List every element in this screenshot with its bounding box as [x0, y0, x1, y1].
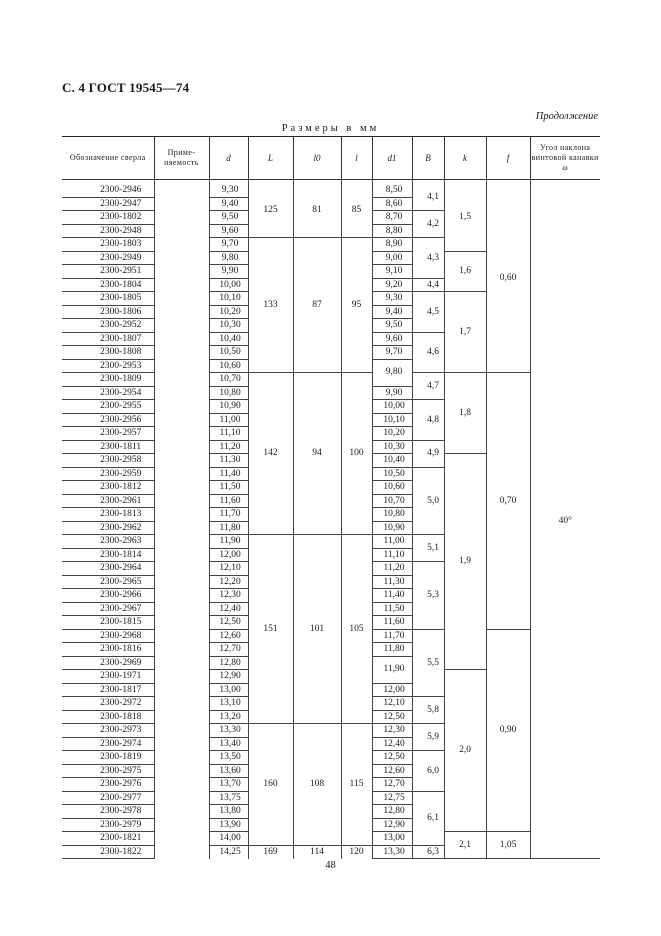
diameter-d1-cell: 12,30 [372, 724, 412, 738]
diameter-d-cell: 13,90 [209, 818, 248, 832]
diameter-d1-cell: 10,70 [372, 494, 412, 508]
col-header-k: k [444, 137, 486, 180]
diameter-d-cell: 12,40 [209, 602, 248, 616]
diameter-d1-cell: 9,20 [372, 278, 412, 292]
diameter-d1-cell: 10,30 [372, 440, 412, 454]
drill-designation-cell: 2300-2958 [62, 454, 154, 468]
diameter-d1-cell: 12,50 [372, 751, 412, 765]
diameter-d-cell: 13,50 [209, 751, 248, 765]
drill-designation-cell: 2300-2975 [62, 764, 154, 778]
drill-dimensions-table [62, 136, 600, 859]
helix-angle-cell: 40° [530, 184, 600, 859]
length-l0-cell: 114 [293, 845, 341, 859]
drill-designation-cell: 2300-2963 [62, 535, 154, 549]
diameter-d-cell: 9,50 [209, 211, 248, 225]
length-l0-cell: 81 [293, 184, 341, 238]
diameter-d-cell: 10,50 [209, 346, 248, 360]
width-B-cell: 4,5 [412, 292, 444, 333]
diameter-d-cell: 9,40 [209, 197, 248, 211]
col-header-d1: d1 [372, 137, 412, 180]
diameter-d-cell: 13,40 [209, 737, 248, 751]
parameter-k-cell: 1,8 [444, 373, 486, 454]
diameter-d-cell: 10,40 [209, 332, 248, 346]
drill-designation-cell: 2300-2962 [62, 521, 154, 535]
diameter-d-cell: 12,20 [209, 575, 248, 589]
diameter-d1-cell: 9,90 [372, 386, 412, 400]
diameter-d1-cell: 11,60 [372, 616, 412, 630]
diameter-d1-cell: 9,60 [372, 332, 412, 346]
width-B-cell: 4,6 [412, 332, 444, 373]
diameter-d1-cell: 9,50 [372, 319, 412, 333]
drill-designation-cell: 2300-2972 [62, 697, 154, 711]
diameter-d1-cell: 12,75 [372, 791, 412, 805]
width-B-cell: 4,1 [412, 184, 444, 211]
diameter-d1-cell: 12,80 [372, 805, 412, 819]
col-header-f: f [486, 137, 530, 180]
diameter-d-cell: 14,25 [209, 845, 248, 859]
diameter-d1-cell: 11,40 [372, 589, 412, 603]
table-body [62, 180, 600, 859]
drill-designation-cell: 2300-2966 [62, 589, 154, 603]
diameter-d-cell: 12,50 [209, 616, 248, 630]
diameter-d-cell: 10,00 [209, 278, 248, 292]
diameter-d1-cell: 9,30 [372, 292, 412, 306]
drill-designation-cell: 2300-2967 [62, 602, 154, 616]
diameter-d-cell: 10,90 [209, 400, 248, 414]
table-row [62, 373, 600, 387]
drill-designation-cell: 2300-2953 [62, 359, 154, 373]
page-header: С. 4 ГОСТ 19545—74 [62, 80, 190, 95]
diameter-d-cell: 11,20 [209, 440, 248, 454]
col-header-helix-angle: Угол наклона винтовой канавки ω [530, 137, 600, 180]
table-caption: Размеры в мм [281, 123, 380, 134]
diameter-d-cell: 13,60 [209, 764, 248, 778]
length-L-cell: 160 [248, 724, 293, 846]
diameter-d1-cell: 13,00 [372, 832, 412, 846]
drill-designation-cell: 2300-2956 [62, 413, 154, 427]
diameter-d-cell: 12,80 [209, 656, 248, 670]
drill-designation-cell: 2300-1804 [62, 278, 154, 292]
drill-designation-cell: 2300-1814 [62, 548, 154, 562]
diameter-d1-cell: 12,50 [372, 710, 412, 724]
width-B-cell: 4,3 [412, 238, 444, 279]
diameter-d-cell: 9,80 [209, 251, 248, 265]
width-B-cell: 6,0 [412, 751, 444, 792]
diameter-d-cell: 11,90 [209, 535, 248, 549]
diameter-d1-cell: 11,20 [372, 562, 412, 576]
drill-designation-cell: 2300-2978 [62, 805, 154, 819]
drill-designation-cell: 2300-1971 [62, 670, 154, 684]
drill-designation-cell: 2300-2977 [62, 791, 154, 805]
width-B-cell: 6,1 [412, 791, 444, 845]
drill-designation-cell: 2300-1817 [62, 683, 154, 697]
drill-designation-cell: 2300-1815 [62, 616, 154, 630]
width-B-cell: 6,3 [412, 845, 444, 859]
diameter-d-cell: 13,20 [209, 710, 248, 724]
diameter-d-cell: 13,10 [209, 697, 248, 711]
diameter-d1-cell: 9,00 [372, 251, 412, 265]
drill-designation-cell: 2300-2968 [62, 629, 154, 643]
diameter-d-cell: 12,90 [209, 670, 248, 684]
diameter-d-cell: 10,80 [209, 386, 248, 400]
diameter-d-cell: 13,70 [209, 778, 248, 792]
drill-designation-cell: 2300-1806 [62, 305, 154, 319]
diameter-d1-cell: 11,00 [372, 535, 412, 549]
drill-designation-cell: 2300-1822 [62, 845, 154, 859]
width-B-cell: 5,1 [412, 535, 444, 562]
diameter-d-cell: 9,60 [209, 224, 248, 238]
drill-designation-cell: 2300-1813 [62, 508, 154, 522]
col-header-d: d [209, 137, 248, 180]
width-B-cell: 4,4 [412, 278, 444, 292]
diameter-d-cell: 13,80 [209, 805, 248, 819]
length-L-cell: 133 [248, 238, 293, 373]
parameter-k-cell: 1,5 [444, 184, 486, 251]
parameter-k-cell: 2,0 [444, 670, 486, 832]
diameter-d-cell: 11,30 [209, 454, 248, 468]
drill-designation-cell: 2300-2955 [62, 400, 154, 414]
parameter-f-cell: 0,90 [486, 629, 530, 832]
diameter-d1-cell: 11,90 [372, 656, 412, 683]
drill-designation-cell: 2300-1808 [62, 346, 154, 360]
length-l-cell: 105 [341, 535, 372, 724]
width-B-cell: 5,0 [412, 467, 444, 535]
width-B-cell: 5,5 [412, 629, 444, 697]
page-number: 48 [325, 860, 336, 871]
col-header-l0: l0 [293, 137, 341, 180]
diameter-d1-cell: 12,00 [372, 683, 412, 697]
length-l-cell: 120 [341, 845, 372, 859]
width-B-cell: 5,8 [412, 697, 444, 724]
diameter-d-cell: 13,00 [209, 683, 248, 697]
diameter-d1-cell: 12,90 [372, 818, 412, 832]
diameter-d-cell: 10,10 [209, 292, 248, 306]
diameter-d1-cell: 12,70 [372, 778, 412, 792]
drill-designation-cell: 2300-2949 [62, 251, 154, 265]
diameter-d-cell: 9,30 [209, 184, 248, 197]
diameter-d1-cell: 12,60 [372, 764, 412, 778]
drill-designation-cell: 2300-2947 [62, 197, 154, 211]
diameter-d1-cell: 8,50 [372, 184, 412, 197]
diameter-d-cell: 11,70 [209, 508, 248, 522]
continuation-label: Продолжение [535, 111, 598, 122]
diameter-d-cell: 12,00 [209, 548, 248, 562]
diameter-d1-cell: 10,20 [372, 427, 412, 441]
parameter-f-cell: 0,70 [486, 373, 530, 630]
drill-designation-cell: 2300-1809 [62, 373, 154, 387]
parameter-k-cell: 1,9 [444, 454, 486, 670]
length-l0-cell: 108 [293, 724, 341, 846]
drill-designation-cell: 2300-2973 [62, 724, 154, 738]
diameter-d1-cell: 11,50 [372, 602, 412, 616]
parameter-f-cell: 0,60 [486, 184, 530, 373]
width-B-cell: 4,9 [412, 440, 444, 467]
parameter-k-cell: 1,6 [444, 251, 486, 292]
table-row [62, 184, 600, 197]
length-L-cell: 125 [248, 184, 293, 238]
diameter-d1-cell: 12,40 [372, 737, 412, 751]
diameter-d1-cell: 11,10 [372, 548, 412, 562]
width-B-cell: 4,7 [412, 373, 444, 400]
diameter-d1-cell: 10,80 [372, 508, 412, 522]
diameter-d-cell: 11,80 [209, 521, 248, 535]
width-B-cell: 5,9 [412, 724, 444, 751]
drill-designation-cell: 2300-1818 [62, 710, 154, 724]
diameter-d1-cell: 8,60 [372, 197, 412, 211]
length-L-cell: 169 [248, 845, 293, 859]
diameter-d-cell: 12,60 [209, 629, 248, 643]
diameter-d-cell: 14,00 [209, 832, 248, 846]
length-l-cell: 115 [341, 724, 372, 846]
length-l-cell: 85 [341, 184, 372, 238]
drill-designation-cell: 2300-1821 [62, 832, 154, 846]
applicability-cell [154, 184, 209, 859]
width-B-cell: 5,3 [412, 562, 444, 630]
drill-designation-cell: 2300-1803 [62, 238, 154, 252]
drill-designation-cell: 2300-1819 [62, 751, 154, 765]
diameter-d-cell: 10,60 [209, 359, 248, 373]
drill-designation-cell: 2300-1812 [62, 481, 154, 495]
diameter-d1-cell: 9,40 [372, 305, 412, 319]
diameter-d1-cell: 11,30 [372, 575, 412, 589]
diameter-d-cell: 11,00 [209, 413, 248, 427]
length-L-cell: 151 [248, 535, 293, 724]
diameter-d-cell: 13,75 [209, 791, 248, 805]
diameter-d1-cell: 10,00 [372, 400, 412, 414]
diameter-d-cell: 10,70 [209, 373, 248, 387]
col-header-l: l [341, 137, 372, 180]
width-B-cell: 4,2 [412, 211, 444, 238]
drill-designation-cell: 2300-2969 [62, 656, 154, 670]
length-l0-cell: 101 [293, 535, 341, 724]
length-l-cell: 100 [341, 373, 372, 535]
drill-designation-cell: 2300-1805 [62, 292, 154, 306]
col-header-L: L [248, 137, 293, 180]
width-B-cell: 4,8 [412, 400, 444, 441]
diameter-d-cell: 12,10 [209, 562, 248, 576]
diameter-d-cell: 10,30 [209, 319, 248, 333]
drill-designation-cell: 2300-2952 [62, 319, 154, 333]
drill-designation-cell: 2300-2957 [62, 427, 154, 441]
diameter-d1-cell: 10,60 [372, 481, 412, 495]
diameter-d1-cell: 11,80 [372, 643, 412, 657]
diameter-d1-cell: 9,10 [372, 265, 412, 279]
diameter-d1-cell: 11,70 [372, 629, 412, 643]
diameter-d-cell: 11,60 [209, 494, 248, 508]
diameter-d1-cell: 8,90 [372, 238, 412, 252]
diameter-d-cell: 11,50 [209, 481, 248, 495]
diameter-d-cell: 12,70 [209, 643, 248, 657]
drill-designation-cell: 2300-2954 [62, 386, 154, 400]
drill-designation-cell: 2300-2965 [62, 575, 154, 589]
drill-designation-cell: 2300-2946 [62, 184, 154, 197]
drill-designation-cell: 2300-1802 [62, 211, 154, 225]
drill-designation-cell: 2300-2959 [62, 467, 154, 481]
diameter-d-cell: 9,90 [209, 265, 248, 279]
diameter-d-cell: 11,10 [209, 427, 248, 441]
table-header-row [62, 137, 600, 180]
diameter-d1-cell: 10,40 [372, 454, 412, 468]
drill-designation-cell: 2300-2979 [62, 818, 154, 832]
diameter-d-cell: 10,20 [209, 305, 248, 319]
drill-designation-cell: 2300-1816 [62, 643, 154, 657]
col-header-B: B [412, 137, 444, 180]
diameter-d1-cell: 8,80 [372, 224, 412, 238]
diameter-d-cell: 13,30 [209, 724, 248, 738]
diameter-d-cell: 9,70 [209, 238, 248, 252]
col-header-applicability: Приме-няемость [154, 137, 209, 180]
length-l0-cell: 87 [293, 238, 341, 373]
drill-designation-cell: 2300-2976 [62, 778, 154, 792]
drill-designation-cell: 2300-2948 [62, 224, 154, 238]
drill-designation-cell: 2300-1811 [62, 440, 154, 454]
drill-designation-cell: 2300-1807 [62, 332, 154, 346]
diameter-d1-cell: 10,90 [372, 521, 412, 535]
drill-designation-cell: 2300-2974 [62, 737, 154, 751]
diameter-d1-cell: 13,30 [372, 845, 412, 859]
diameter-d-cell: 11,40 [209, 467, 248, 481]
length-l0-cell: 94 [293, 373, 341, 535]
drill-designation-cell: 2300-2964 [62, 562, 154, 576]
drill-designation-cell: 2300-2951 [62, 265, 154, 279]
parameter-k-cell: 1,7 [444, 292, 486, 373]
parameter-k-cell: 2,1 [444, 832, 486, 859]
col-header-designation: Обозначение сверла [62, 137, 154, 180]
diameter-d1-cell: 8,70 [372, 211, 412, 225]
drill-designation-cell: 2300-2961 [62, 494, 154, 508]
length-l-cell: 95 [341, 238, 372, 373]
diameter-d1-cell: 9,80 [372, 359, 412, 386]
diameter-d-cell: 12,30 [209, 589, 248, 603]
parameter-f-cell: 1,05 [486, 832, 530, 859]
diameter-d1-cell: 10,50 [372, 467, 412, 481]
diameter-d1-cell: 10,10 [372, 413, 412, 427]
diameter-d1-cell: 9,70 [372, 346, 412, 360]
length-L-cell: 142 [248, 373, 293, 535]
diameter-d1-cell: 12,10 [372, 697, 412, 711]
